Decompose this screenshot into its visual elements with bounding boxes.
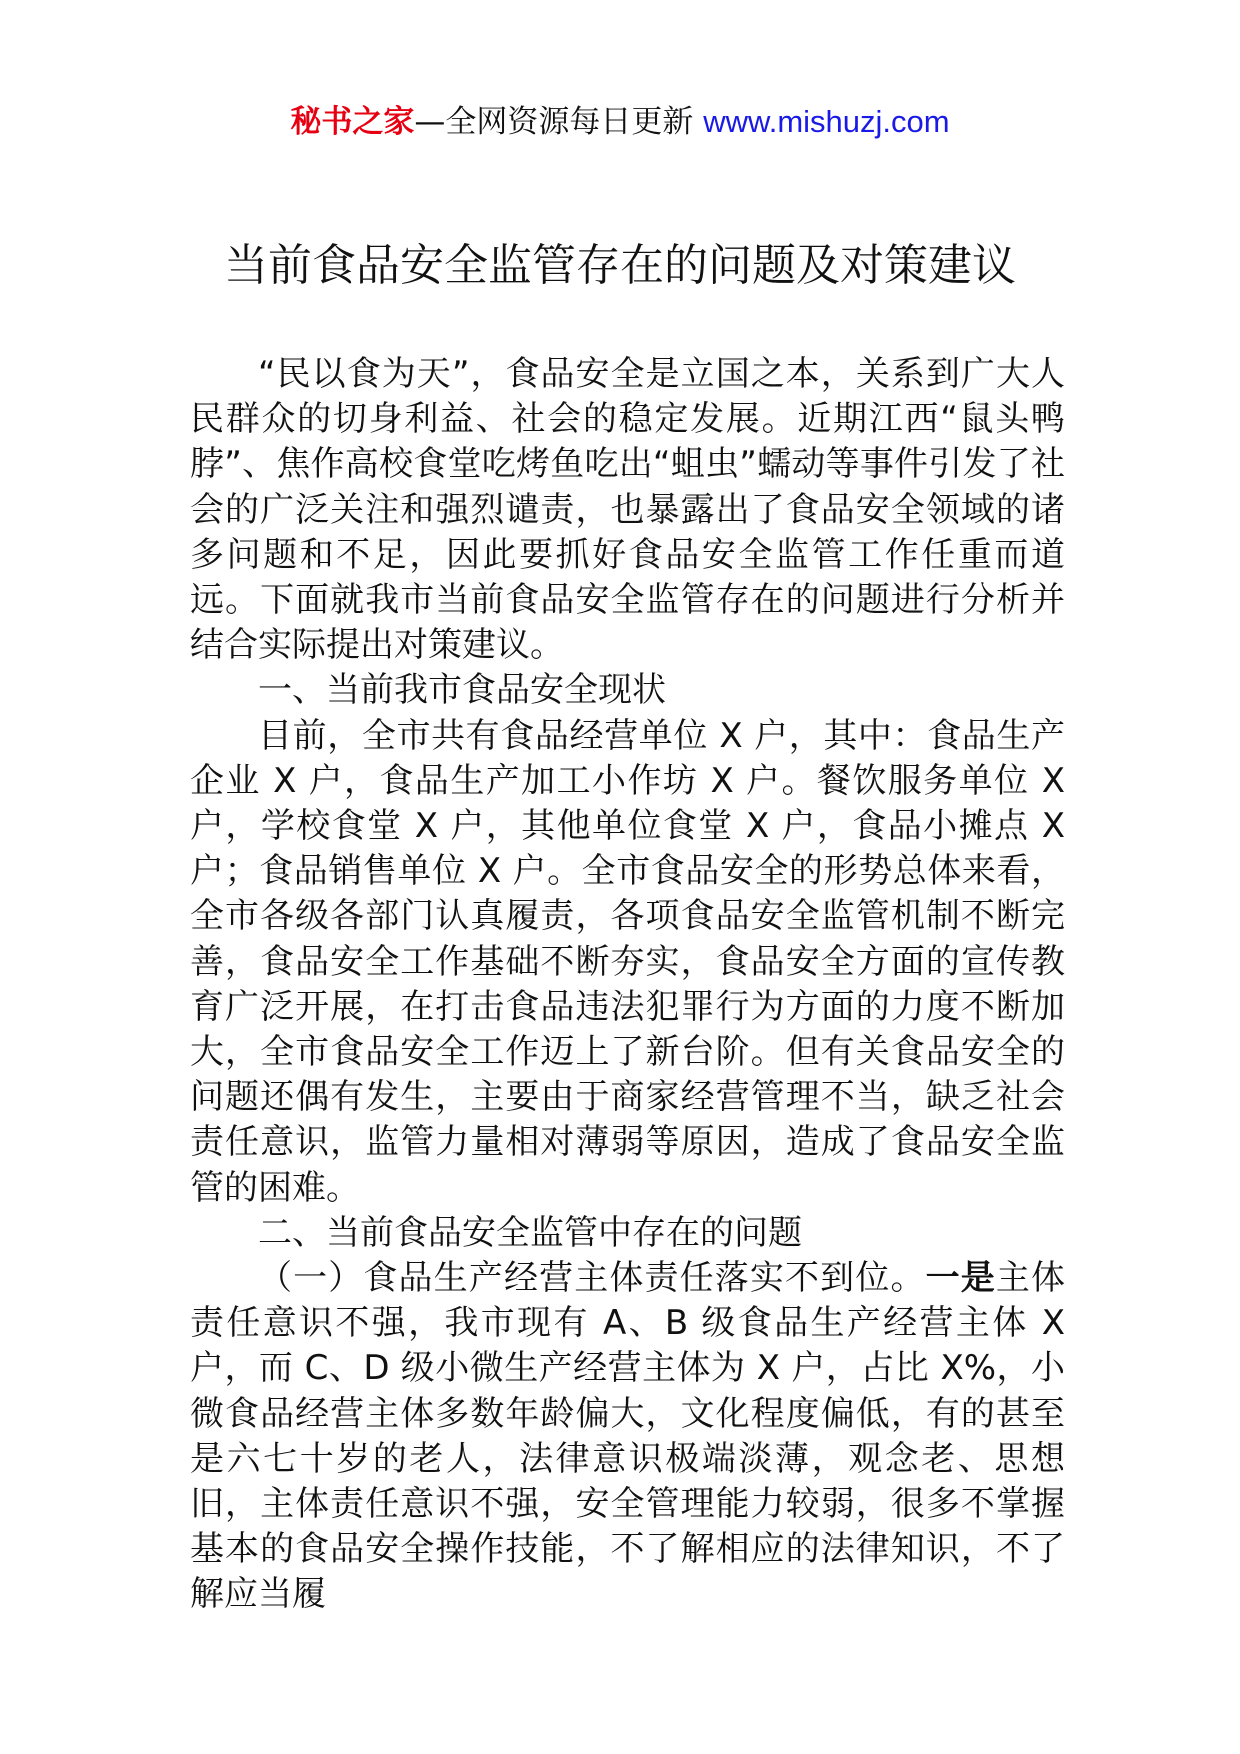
point-marker-1: 一是: [925, 1258, 996, 1299]
subsection-heading-1: （一）食品生产经营主体责任落实不到位。: [258, 1258, 926, 1299]
section-heading-1: 一、当前我市食品安全现状: [258, 670, 666, 711]
problem-1-text: 主体责任意识不强，我市现有 A、B 级食品生产经营主体 X 户，而 C、D 级小微生产经营主体为 X 户，占比 X%，小微食品经营主体多数年龄偏大，文化程度偏低，有的甚至是六七十岁的老人，法律意识极端淡薄，观念老、思想旧，主体责任意识不强，安全管理能力较弱，很多不掌握基本的食品安全操作技能，不了解相应的法律知识，不了解应当履: [190, 1258, 1066, 1615]
paragraph-problem-1: [190, 1256, 1065, 1618]
section-heading-2: 二、当前食品安全监管中存在的问题: [258, 1212, 802, 1253]
paragraph-intro: “民以食为天”，食品安全是立国之本，关系到广大人民群众的切身利益、社会的稳定发展。近期江西“鼠头鸭脖”、焦作高校食堂吃烤鱼吃出“蛆虫”蠕动等事件引发了社会的广泛关注和强烈谴责，也暴露出了食品安全领域的诸多问题和不足，因此要抓好食品安全监管工作任重而道远。下面就我市当前食品安全监管存在的问题进行分析并结合实际提出对策建议。: [190, 354, 1065, 666]
site-banner: [0, 100, 1240, 144]
banner-tagline: —全网资源每日更新: [414, 104, 704, 140]
paragraph-status: 目前，全市共有食品经营单位 X 户，其中：食品生产企业 X 户，食品生产加工小作坊 X 户。餐饮服务单位 X 户，学校食堂 X 户，其他单位食堂 X 户，食品小摊点 X 户；食品销售单位 X 户。全市食品安全的形势总体来看，全市各级各部门认真履责，各项食品安全监管机制不断完善，食品安全工作基础不断夯实，食品安全方面的宣传教育广泛开展，在打击食品违法犯罪行为方面的力度不断加大，全市食品安全工作迈上了新台阶。但有关食品安全的问题还偶有发生，主要由于商家经营管理不当，缺乏社会责任意识，监管力量相对薄弱等原因，造成了食品安全监管的困难。: [190, 715, 1065, 1208]
document-title: 当前食品安全监管存在的问题及对策建议: [224, 240, 1016, 291]
banner-brand: 秘书之家: [290, 104, 415, 140]
document-body: [190, 352, 1065, 1618]
banner-url-link[interactable]: www.mishuzj.com: [703, 104, 950, 139]
